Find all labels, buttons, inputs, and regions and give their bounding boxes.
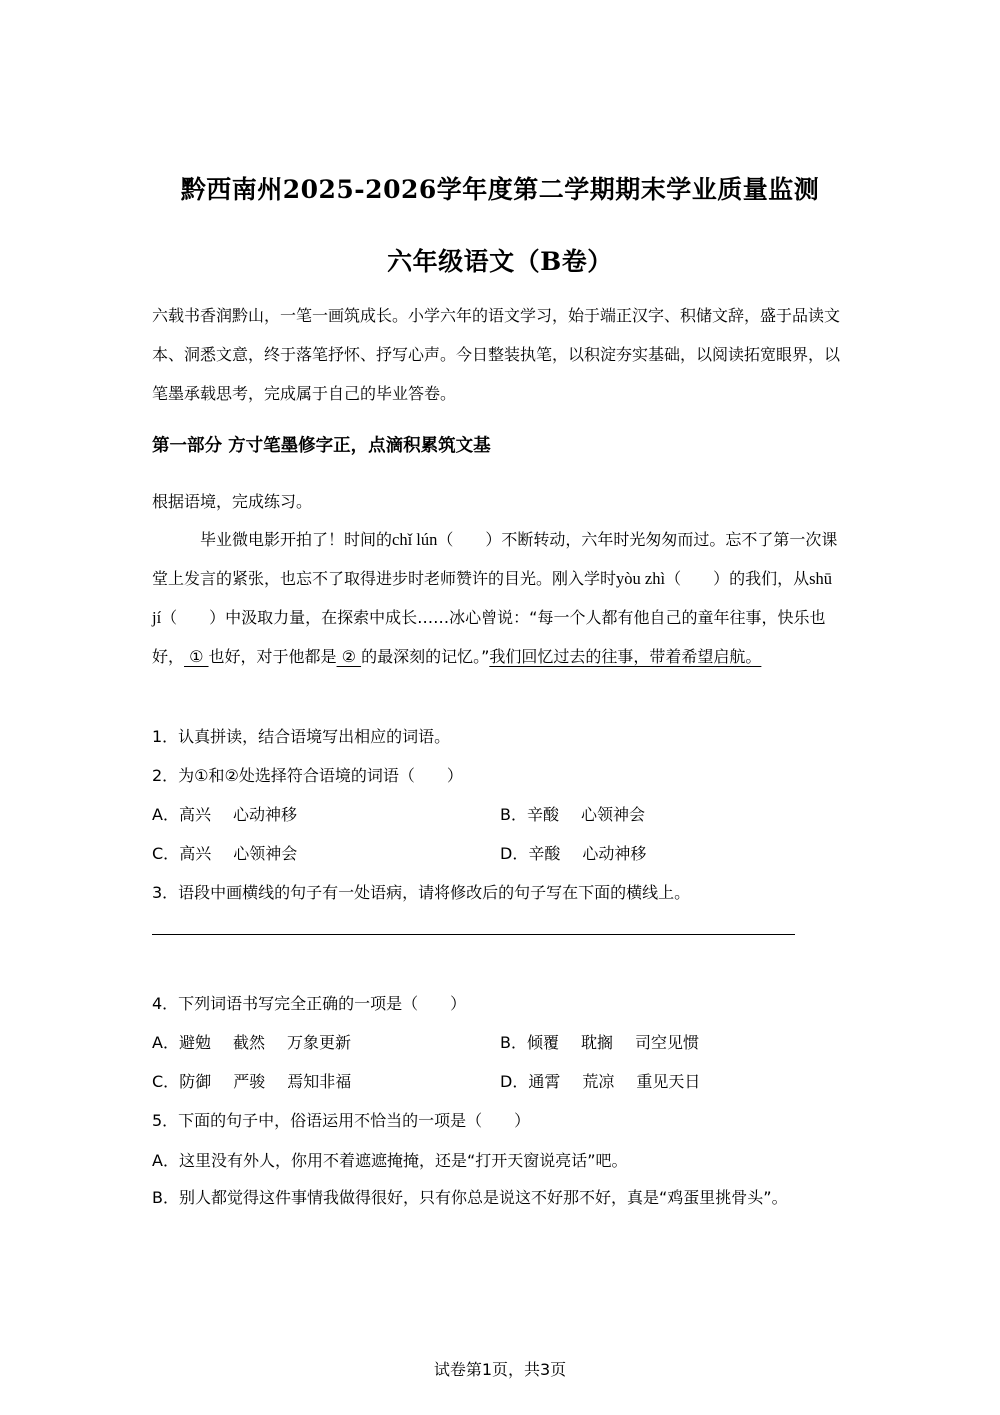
exam-subtitle: 六年级语文（B卷） bbox=[387, 247, 613, 276]
pinyin-2: yòu zhì bbox=[616, 569, 666, 588]
option-word: 心动神移 bbox=[582, 844, 647, 863]
q2-option-b[interactable] bbox=[500, 802, 645, 825]
option-label: B． bbox=[500, 805, 527, 824]
option-word: 高兴 bbox=[178, 805, 211, 824]
option-text: 这里没有外人，你用不着遮遮掩掩，还是“打开天窗说亮话”吧。 bbox=[178, 1151, 628, 1170]
option-word: 焉知非福 bbox=[287, 1072, 352, 1091]
option-word: 通霄 bbox=[528, 1072, 561, 1091]
option-word: 万象更新 bbox=[286, 1033, 351, 1052]
option-label: D． bbox=[500, 1072, 529, 1091]
option-label: A． bbox=[152, 1033, 179, 1052]
q4-option-d[interactable] bbox=[500, 1069, 700, 1092]
blank-1[interactable]: ① bbox=[184, 647, 209, 666]
option-word: 心动神移 bbox=[232, 805, 297, 824]
q5-option-b[interactable] bbox=[152, 1177, 832, 1218]
question-5: 5．下面的句子中，俗语运用不恰当的一项是（ ） bbox=[152, 1111, 531, 1130]
option-label: B． bbox=[500, 1033, 527, 1052]
option-label: A． bbox=[152, 1151, 179, 1170]
option-word: 重见天日 bbox=[636, 1072, 701, 1091]
option-label: C． bbox=[152, 844, 180, 863]
q5-option-a[interactable] bbox=[152, 1148, 628, 1171]
option-word: 防御 bbox=[179, 1072, 212, 1091]
option-label: A． bbox=[152, 805, 179, 824]
passage-text: 的最深刻的记忆。” bbox=[361, 647, 490, 666]
answer-line[interactable] bbox=[152, 934, 795, 935]
intro-paragraph: 六载书香润黔山，一笔一画筑成长。小学六年的语文学习，始于端正汉字、积储文辞，盛于品读文本、洞悉文意，终于落笔抒怀、抒写心声。今日整装执笔，以积淀夯实基础，以阅读拓宽眼界，以笔墨承载思考，完成属于自己的毕业答卷。 bbox=[152, 306, 841, 403]
option-word: 避勉 bbox=[178, 1033, 211, 1052]
option-word: 倾覆 bbox=[526, 1033, 559, 1052]
pinyin-3: shū jí bbox=[152, 569, 832, 627]
passage-text: 也好，对于他都是 bbox=[208, 647, 337, 666]
option-label: C． bbox=[152, 1072, 180, 1091]
option-text: 别人都觉得这件事情我做得很好，只有你总是说这不好那不好，真是“鸡蛋里挑骨头”。 bbox=[178, 1188, 788, 1207]
passage-text: 毕业微电影开拍了！时间的 bbox=[200, 530, 393, 549]
page-footer: 试卷第1页，共3页 bbox=[433, 1360, 567, 1379]
option-word: 截然 bbox=[232, 1033, 265, 1052]
question-2: 2．为①和②处选择符合语境的词语（ ） bbox=[152, 766, 463, 785]
question-3: 3．语段中画横线的句子有一处语病，请将修改后的句子写在下面的横线上。 bbox=[152, 883, 691, 902]
q4-option-b[interactable] bbox=[500, 1030, 699, 1053]
passage-text: （ ）的我们，从 bbox=[665, 569, 810, 588]
option-word: 辛酸 bbox=[526, 805, 559, 824]
option-word: 耽搁 bbox=[581, 1033, 614, 1052]
q4-option-a[interactable] bbox=[152, 1030, 351, 1053]
option-word: 心领神会 bbox=[233, 844, 298, 863]
question-1: 1．认真拼读，结合语境写出相应的词语。 bbox=[152, 727, 451, 746]
q2-option-d[interactable] bbox=[500, 841, 646, 864]
option-word: 心领神会 bbox=[581, 805, 646, 824]
option-word: 辛酸 bbox=[528, 844, 561, 863]
passage-text: （ ）中汲取力量，在探索中成长……冰心曾说：“每一个人都有他自己的童年往事，快乐也好， bbox=[152, 608, 826, 666]
option-word: 严骏 bbox=[233, 1072, 266, 1091]
underlined-sentence: 我们回忆过去的往事，带着希望启航。 bbox=[489, 647, 762, 666]
option-label: B． bbox=[152, 1188, 179, 1207]
pinyin-1: chǐ lún bbox=[392, 530, 438, 549]
passage-text: （ ）不断转动，六年时光匆匆而过。忘不了第一次课堂上发言的紧张，也忘不了取得进步时老师赞许的目光。刚入学时 bbox=[152, 530, 838, 588]
option-word: 荒凉 bbox=[582, 1072, 615, 1091]
option-word: 司空见惯 bbox=[635, 1033, 700, 1052]
blank-2[interactable]: ② bbox=[336, 647, 362, 666]
option-word: 高兴 bbox=[179, 844, 212, 863]
section-instruction: 根据语境，完成练习。 bbox=[152, 492, 313, 511]
exam-title: 黔西南州2025-2026学年度第二学期期末学业质量监测 bbox=[180, 175, 820, 204]
q4-option-c[interactable] bbox=[152, 1069, 351, 1092]
option-label: D． bbox=[500, 844, 529, 863]
section-heading: 第一部分 方寸笔墨修字正，点滴积累筑文基 bbox=[152, 436, 491, 456]
question-4: 4．下列词语书写完全正确的一项是（ ） bbox=[152, 994, 467, 1013]
q2-option-c[interactable] bbox=[152, 841, 297, 864]
reading-passage bbox=[152, 520, 842, 676]
q2-option-a[interactable] bbox=[152, 802, 297, 825]
